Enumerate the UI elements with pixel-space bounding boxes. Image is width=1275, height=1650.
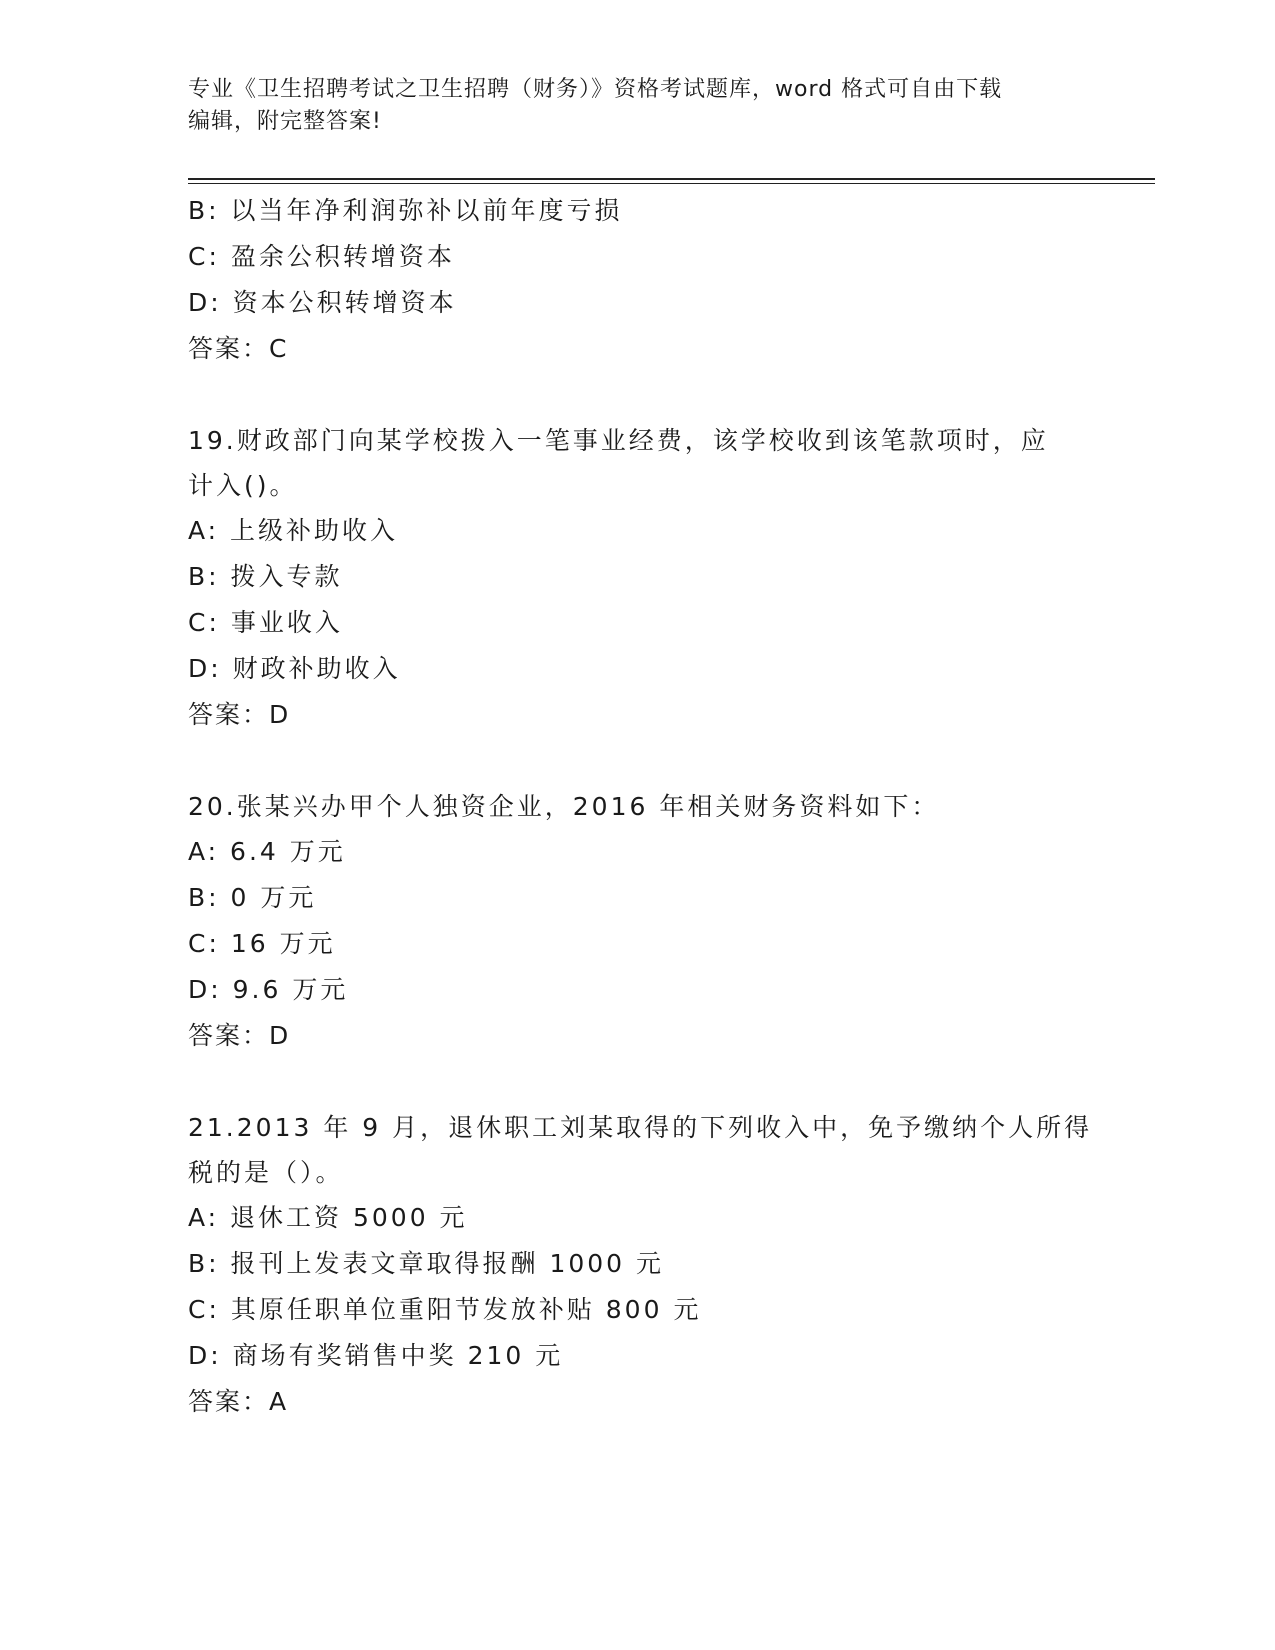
option-b: B: 报刊上发表文章取得报酬 1000 元 — [188, 1249, 665, 1278]
question-text-line-1: 19.财政部门向某学校拨入一笔事业经费，该学校收到该笔款项时，应 — [188, 426, 1049, 455]
option-c: C: 盈余公积转增资本 — [188, 242, 455, 271]
option-a: A: 6.4 万元 — [188, 837, 346, 866]
answer-line: 答案：D — [188, 700, 291, 729]
option-c: C: 16 万元 — [188, 929, 336, 958]
header-line-2: 编辑，附完整答案! — [188, 109, 382, 134]
answer-line: 答案：C — [188, 334, 289, 363]
header-divider — [188, 178, 1155, 184]
question-text — [188, 784, 1148, 829]
option-b: B: 0 万元 — [188, 883, 317, 912]
question-text-line-2: 计入()。 — [188, 471, 298, 500]
option-d: D: 9.6 万元 — [188, 975, 349, 1004]
option-c: C: 其原任职单位重阳节发放补贴 800 元 — [188, 1295, 702, 1324]
question-text-line-2: 税的是（）。 — [188, 1158, 344, 1187]
option-d: D: 资本公积转增资本 — [188, 288, 457, 317]
option-b: B: 拨入专款 — [188, 562, 343, 591]
document-header — [188, 74, 1088, 138]
option-a: A: 上级补助收入 — [188, 516, 399, 545]
spacer — [188, 372, 1148, 418]
spacer — [188, 738, 1148, 784]
question-text — [188, 1105, 1148, 1195]
spacer — [188, 1059, 1148, 1105]
header-line-1: 专业《卫生招聘考试之卫生招聘（财务）》资格考试题库，word 格式可自由下载 — [188, 77, 1003, 102]
option-c: C: 事业收入 — [188, 608, 343, 637]
question-list — [188, 188, 1148, 1425]
question-21 — [188, 1105, 1148, 1425]
question-20 — [188, 784, 1148, 1059]
option-d: D: 商场有奖销售中奖 210 元 — [188, 1341, 564, 1370]
option-d: D: 财政补助收入 — [188, 654, 401, 683]
question-text-line-1: 21.2013 年 9 月，退休职工刘某取得的下列收入中，免予缴纳个人所得 — [188, 1113, 1093, 1142]
question-19 — [188, 418, 1148, 738]
option-a: A: 退休工资 5000 元 — [188, 1203, 468, 1232]
question-text-line-1: 20.张某兴办甲个人独资企业，2016 年相关财务资料如下： — [188, 792, 940, 821]
answer-line: 答案：D — [188, 1021, 291, 1050]
question-18-continuation — [188, 188, 1148, 372]
question-text — [188, 418, 1148, 508]
option-b: B: 以当年净利润弥补以前年度亏损 — [188, 196, 623, 225]
answer-line: 答案：A — [188, 1387, 289, 1416]
